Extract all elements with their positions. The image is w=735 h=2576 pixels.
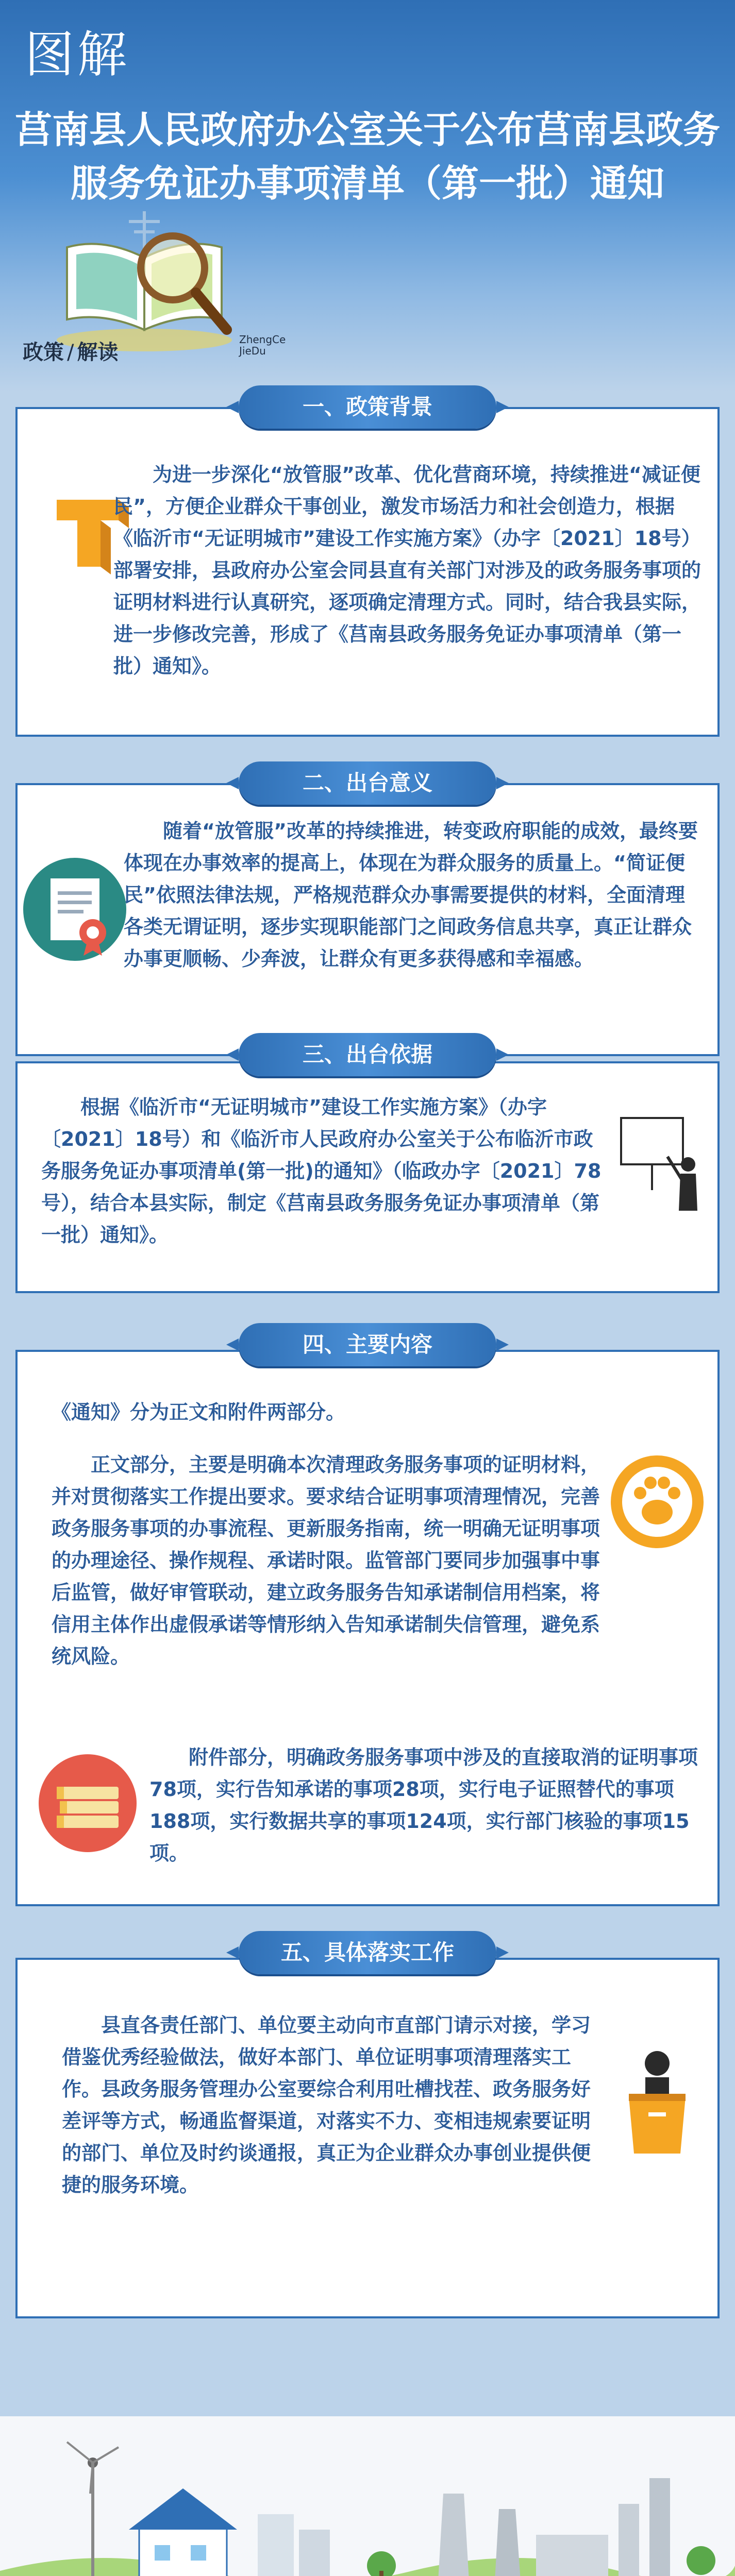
section-significance-text [124,815,701,975]
section-content-paragraph-attachment: 附件部分，明确政务服务事项中涉及的直接取消的证明事项78项，实行告知承诺的事项28项，实行电子证照替代的事项188项，实行数据共享的事项124项，实行部门核验的事项15项。 [149,1746,698,1865]
paw-icon [608,1453,706,1551]
badge-text1: 政策 [23,341,64,364]
section-implementation-text [62,2009,608,2201]
page-title [0,103,735,210]
badge-slash: / [67,341,74,364]
presenter-board-icon [611,1108,709,1221]
section-title-background: 一、政策背景 [239,385,496,429]
section-significance-paragraph: 随着“放管服”改革的持续推进，转变政府职能的成效，最终要体现在办事效率的提高上，体现在为群众服务的质量上。“简证便民”依照法律法规，严格规范群众办事需要提供的材料，全面清理各类无谓证明，逐步实现职能部门之间政务信息共享，真正让群众办事更顺畅、少奔波，让群众有更多获得感和幸福感。 [124,820,698,970]
section-title-content: 四、主要内容 [239,1323,496,1366]
section-title-significance: 二、出台意义 [239,761,496,805]
badge-en1: ZhengCe [239,333,286,346]
badge-text2: 解读 [77,341,119,364]
section-content-main [52,1449,608,1672]
books-icon [36,1752,139,1855]
section-content-intro-text: 《通知》分为正文和附件两部分。 [52,1401,346,1423]
section-basis-paragraph: 根据《临沂市“无证明城市”建设工作实施方案》（办字〔2021〕18号）和《临沂市人民政府办公室关于公布临沂市政务服务免证办事项清单(第一批)的通知》（临政办字〔2021〕78号），结合本县实际，制定《莒南县政务服务免证办事项清单（第一批）通知》。 [41,1096,602,1246]
section-content-intro [52,1396,670,1428]
section-background-paragraph: 为进一步深化“放管服”改革、优化营商环境，持续推进“减证便民”，方便企业群众干事创业，激发市场活力和社会创造力，根据《临沂市“无证明城市”建设工作实施方案》（办字〔2021〕18号）部署安排，县政府办公室会同县直有关部门对涉及的政务服务事项的证明材料进行认真研究，逐项确定清理方式。同时，结合我县实际，进一步修改完善，形成了《莒南县政务服务免证办事项清单（第一批）通知》。 [113,463,701,677]
badge-en2: JieDu [239,345,266,357]
section-title-basis: 三、出台依据 [239,1033,496,1076]
badge-english [239,334,286,357]
section-implementation-paragraph: 县直各责任部门、单位要主动向市直部门请示对接，学习借鉴优秀经验做法，做好本部门、单位证明事项清理落实工作。县政务服务管理办公室要综合利用吐槽找茬、政务服务好差评等方式，畅通监督渠道，对落实不力、变相违规索要证明的部门、单位及时约谈通报，真正为企业群众办事创业提供便捷的服务环境。 [62,2014,591,2196]
policy-interpretation-badge [23,333,286,365]
page-title-line2: 服务免证办事项清单（第一批）通知 [70,162,664,205]
header-banner [0,0,735,392]
section-content-attachment [149,1741,706,1869]
town-scene-illustration [0,2416,735,2576]
header-kicker: 图解 [25,26,130,83]
section-content-paragraph-main: 正文部分，主要是明确本次清理政务服务事项的证明材料，并对贯彻落实工作提出要求。要求结合证明事项清理情况，完善政务服务事项的办事流程、更新服务指南，统一明确无证明事项的办理途径、操作规程、承诺时限。监管部门要同步加强事中事后监管，做好审管联动，建立政务服务告知承诺制信用档案，将信用主体作出虚假承诺等情形纳入告知承诺制失信管理，避免系统风险。 [52,1453,600,1668]
certificate-icon [21,855,129,963]
speaker-podium-icon [608,2040,706,2159]
section-title-implementation: 五、具体落实工作 [239,1931,496,1974]
section-basis-text [41,1091,603,1251]
section-background-text [113,459,701,682]
page-title-line1: 莒南县人民政府办公室关于公布莒南县政务 [14,108,720,151]
